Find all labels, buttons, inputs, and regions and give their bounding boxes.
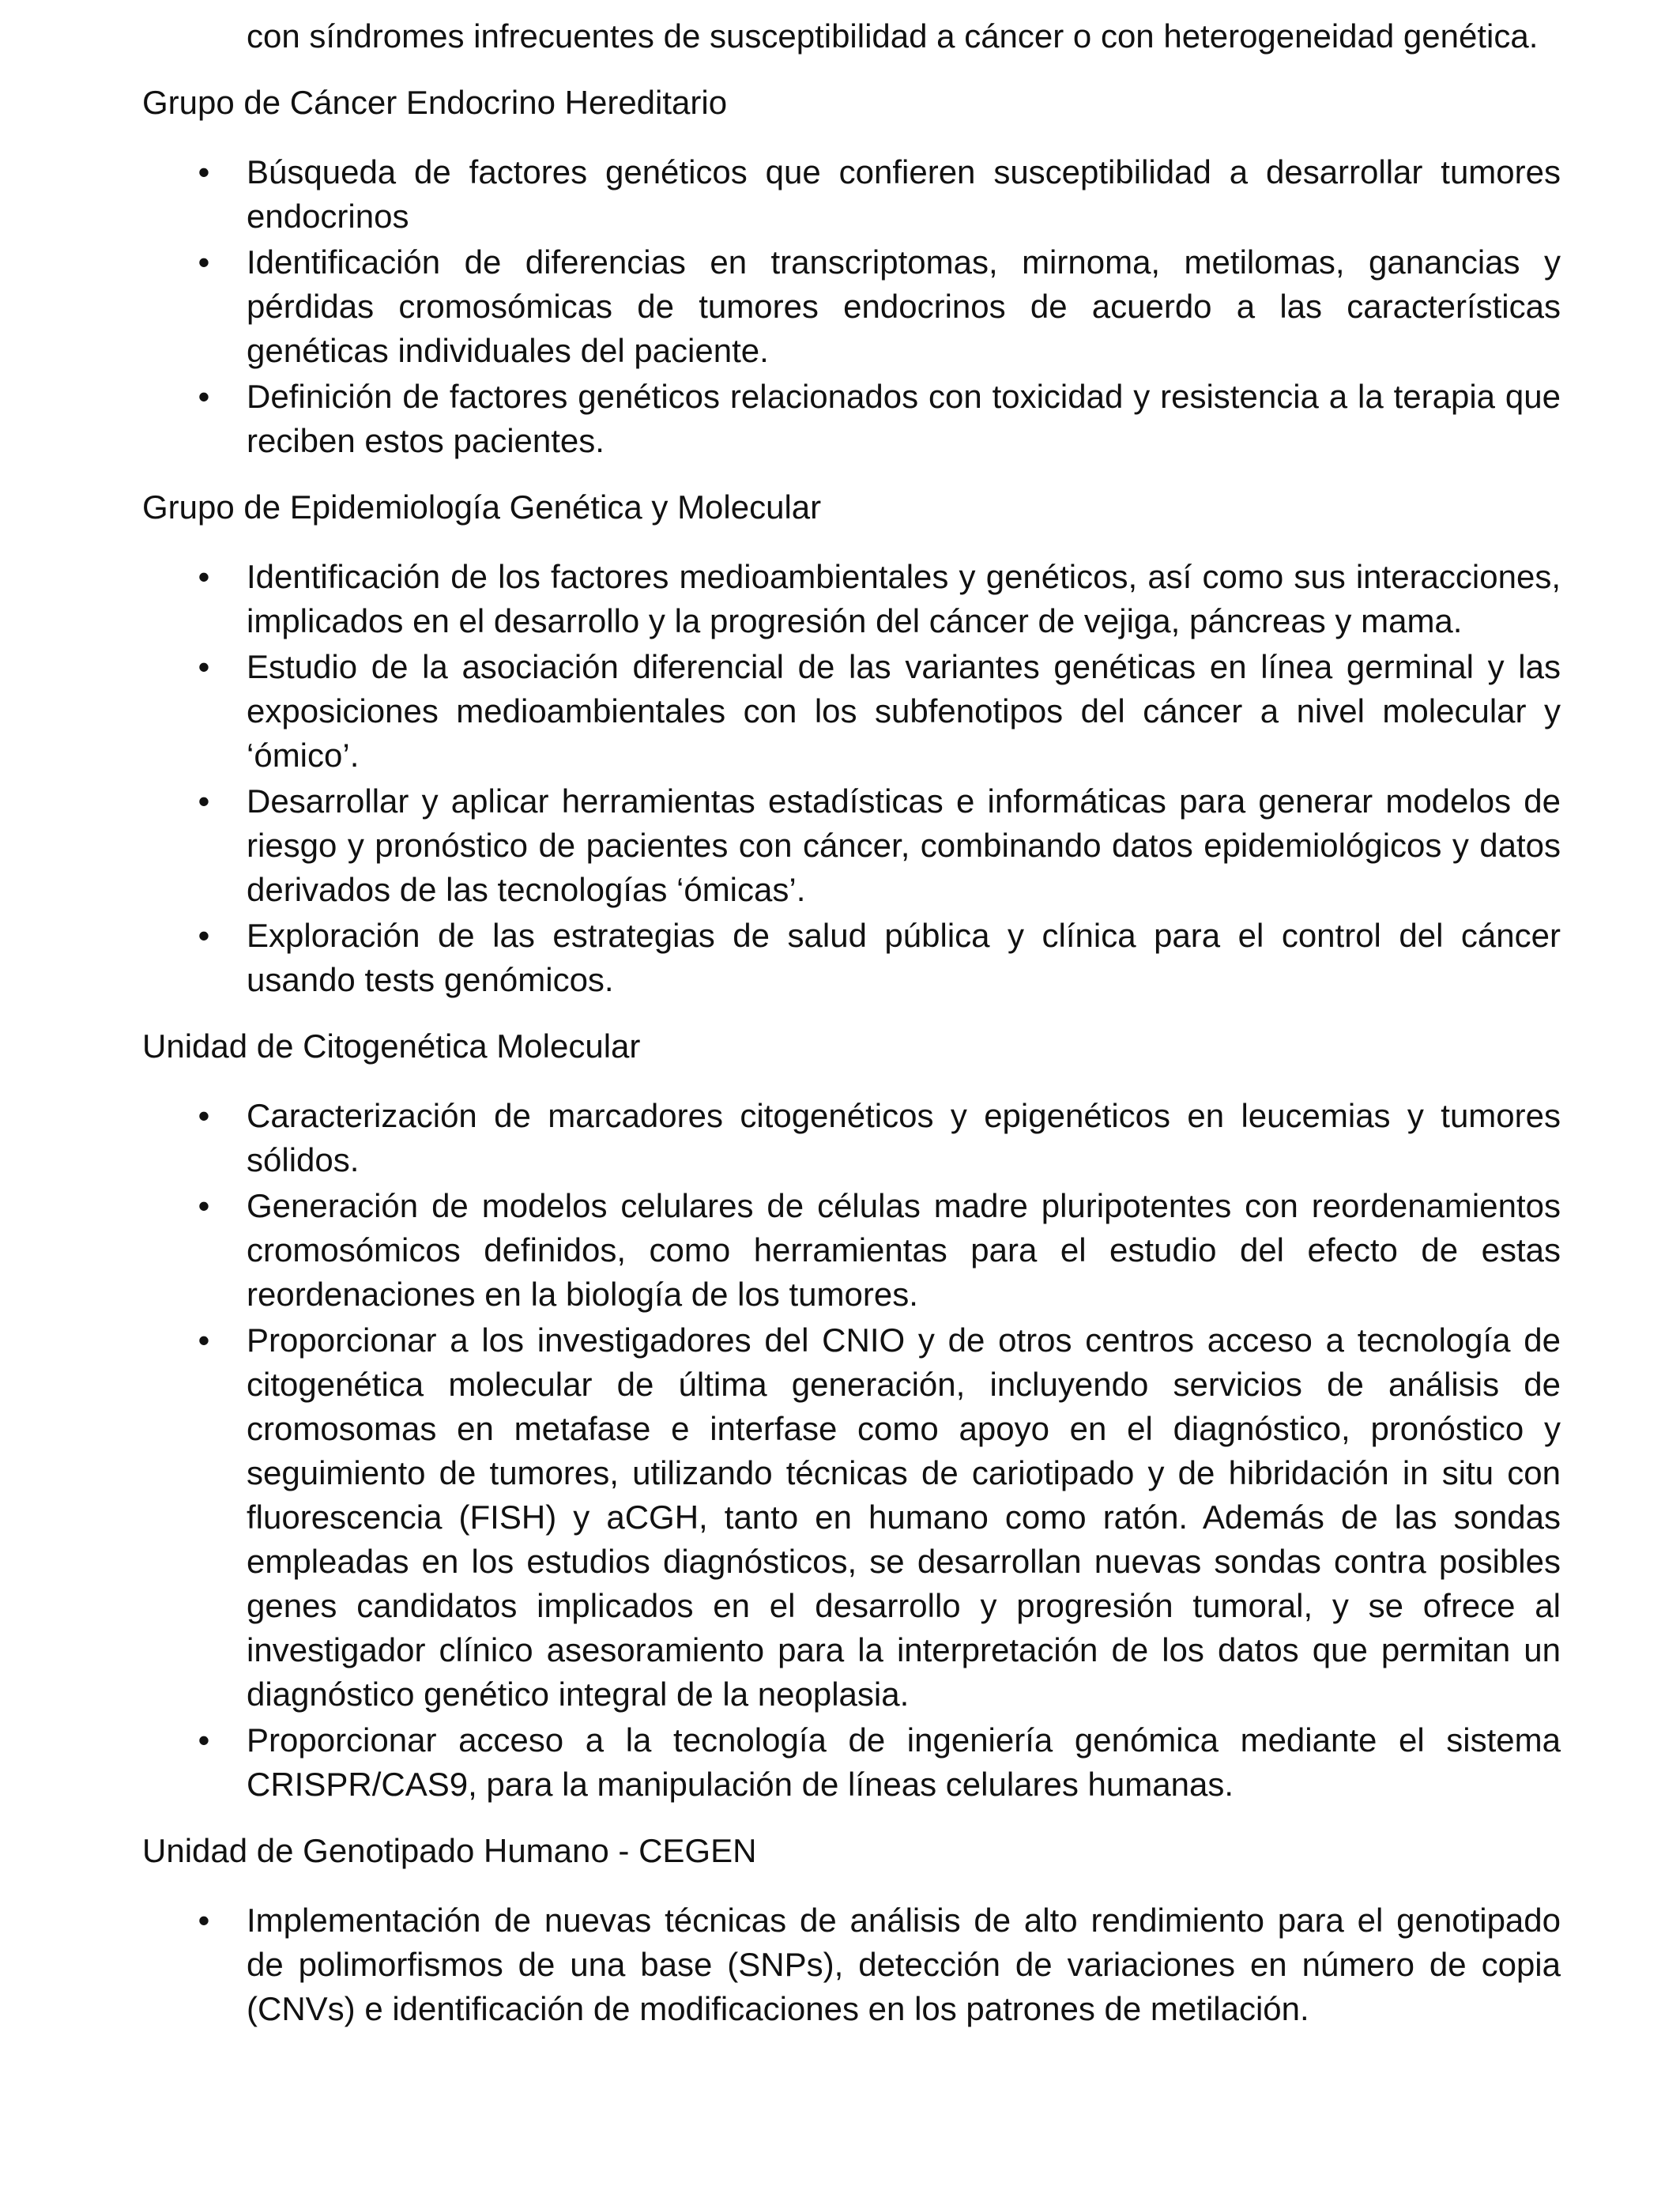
bullet-icon: • xyxy=(198,648,210,685)
section xyxy=(142,1024,1561,1807)
section-title: Unidad de Citogenética Molecular xyxy=(142,1027,641,1065)
list-item xyxy=(142,150,1561,239)
bullet-icon: • xyxy=(198,917,210,954)
list-item xyxy=(142,240,1561,373)
bullet-list xyxy=(142,555,1561,1002)
list-item-text: Identificación de diferencias en transcriptomas, mirnoma, metilomas, ganancias y pérdidas cromosómicas de tumores endocrinos de acuerdo a las características genéticas individuales del paciente. xyxy=(247,243,1561,369)
list-item-text: Búsqueda de factores genéticos que confieren susceptibilidad a desarrollar tumores endocrinos xyxy=(247,153,1561,235)
bullet-icon: • xyxy=(198,1902,210,1939)
bullet-icon: • xyxy=(198,782,210,820)
section-title: Unidad de Genotipado Humano - CEGEN xyxy=(142,1832,757,1869)
list-item-text: Proporcionar a los investigadores del CNIO y de otros centros acceso a tecnología de citogenética molecular de última generación, incluyendo servicios de análisis de cromosomas en metafase e interfase como apoyo en el diagnóstico, pronóstico y seguimiento de tumores, utilizando técnicas de cariotipado y de hibridación in situ con fluorescencia (FISH) y aCGH, tanto en humano como ratón. Además de las sondas empleadas en los estudios diagnósticos, se desarrollan nuevas sondas contra posibles genes candidatos implicados en el desarrollo y progresión tumoral, y se ofrece al investigador clínico asesoramiento para la interpretación de los datos que permitan un diagnóstico genético integral de la neoplasia. xyxy=(247,1321,1561,1713)
list-item-text: Proporcionar acceso a la tecnología de ingeniería genómica mediante el sistema CRISPR/CAS9, para la manipulación de líneas celulares humanas. xyxy=(247,1721,1561,1803)
bullet-icon: • xyxy=(198,1097,210,1134)
list-item xyxy=(142,1184,1561,1317)
bullet-icon: • xyxy=(198,153,210,190)
bullet-icon: • xyxy=(198,1187,210,1224)
bullet-list xyxy=(142,1898,1561,2031)
list-item xyxy=(142,375,1561,463)
list-item-text: Generación de modelos celulares de células madre pluripotentes con reordenamientos cromosómicos definidos, como herramientas para el estudio del efecto de estas reordenaciones en la biología de los tumores. xyxy=(247,1187,1561,1313)
list-item xyxy=(142,779,1561,912)
bullet-icon: • xyxy=(198,378,210,415)
bullet-icon: • xyxy=(198,1721,210,1759)
list-item-text: Implementación de nuevas técnicas de análisis de alto rendimiento para el genotipado de polimorfismos de una base (SNPs), detección de variaciones en número de copia (CNVs) e identificación de modificaciones en los patrones de metilación. xyxy=(247,1902,1561,2027)
list-item xyxy=(142,1718,1561,1807)
section xyxy=(142,485,1561,1002)
list-item xyxy=(142,914,1561,1002)
list-item-text: Identificación de los factores medioambientales y genéticos, así como sus interacciones, implicados en el desarrollo y la progresión del cáncer de vejiga, páncreas y mama. xyxy=(247,558,1561,639)
list-item-text: Estudio de la asociación diferencial de las variantes genéticas en línea germinal y las exposiciones medioambientales con los subfenotipos del cáncer a nivel molecular y ‘ómico’. xyxy=(247,648,1561,774)
bullet-icon: • xyxy=(198,243,210,281)
list-item-text: Exploración de las estrategias de salud pública y clínica para el control del cáncer usando tests genómicos. xyxy=(247,917,1561,998)
bullet-list xyxy=(142,150,1561,463)
sections-container xyxy=(142,81,1561,2031)
list-item xyxy=(142,555,1561,643)
list-item xyxy=(142,1898,1561,2031)
list-item xyxy=(142,1318,1561,1717)
section xyxy=(142,1829,1561,2031)
bullet-list xyxy=(142,1094,1561,1807)
bullet-icon: • xyxy=(198,558,210,595)
list-item-text: Definición de factores genéticos relacionados con toxicidad y resistencia a la terapia que reciben estos pacientes. xyxy=(247,378,1561,459)
document-body xyxy=(142,14,1561,2033)
continuation-paragraph: con síndromes infrecuentes de susceptibilidad a cáncer o con heterogeneidad genética. xyxy=(247,17,1539,55)
section xyxy=(142,81,1561,463)
section-title: Grupo de Cáncer Endocrino Hereditario xyxy=(142,84,728,121)
list-item-text: Desarrollar y aplicar herramientas estadísticas e informáticas para generar modelos de riesgo y pronóstico de pacientes con cáncer, combinando datos epidemiológicos y datos derivados de las tecnologías ‘ómicas’. xyxy=(247,782,1561,908)
section-title: Grupo de Epidemiología Genética y Molecular xyxy=(142,488,822,526)
list-item-text: Caracterización de marcadores citogenéticos y epigenéticos en leucemias y tumores sólidos. xyxy=(247,1097,1561,1178)
list-item xyxy=(142,1094,1561,1182)
list-item xyxy=(142,645,1561,778)
bullet-icon: • xyxy=(198,1321,210,1359)
